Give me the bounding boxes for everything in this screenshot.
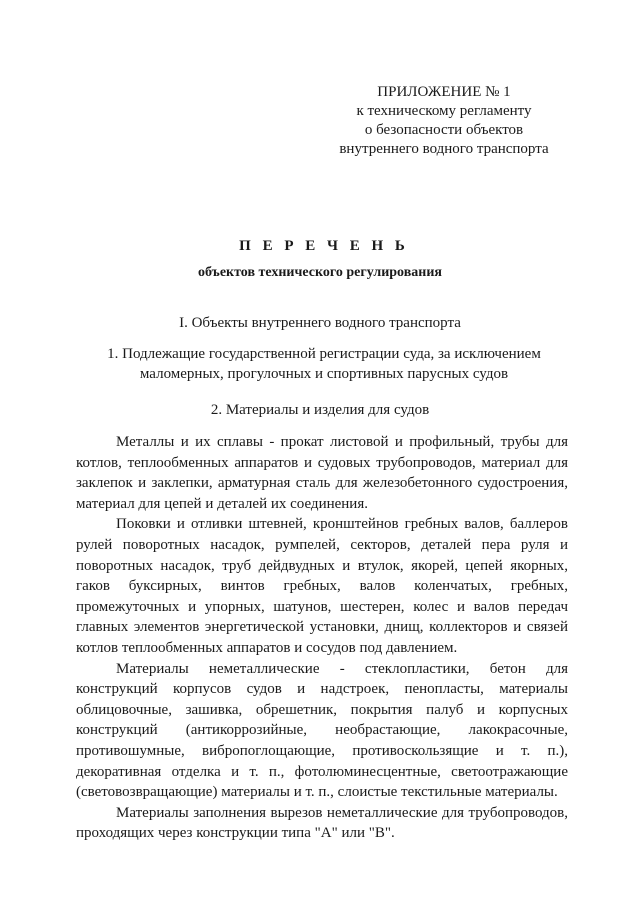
paragraph: Материалы неметаллические - стеклопластики, бетон для конструкций корпусов судов и надстроек, пенопласты, материалы облицовочные, зашивка, обрешетник, покрытия палуб и корпусных конструкций (антикоррозийные, необрастающие, лакокрасочные, противошумные, вибропоглощающие, противоскользящие и т. п.), декоративная отделка и т. п., фотолюминесцентные, светоотражающие (световозвращающие) материалы и т. п., слоистые текстильные материалы.	[76, 660, 568, 801]
appendix-reference-line: внутреннего водного транспорта	[339, 141, 549, 157]
paragraph: Металлы и их сплавы - прокат листовой и профильный, трубы для котлов, теплообменных аппаратов и судовых трубопроводов, материал для заклепок и заклепки, арматурная сталь для железобетонного судостроения, материал для цепей и деталей их соединения.	[76, 434, 568, 512]
appendix-reference-line: к техническому регламенту	[356, 103, 532, 119]
paragraph: Материалы заполнения вырезов неметаллические для трубопроводов, проходящих через конструкции типа "А" или "В".	[76, 804, 568, 842]
subsection-heading-1: 1. Подлежащие государственной регистрации суда, за исключением маломерных, прогулочных и спортивных парусных судов	[107, 346, 541, 382]
paragraph: Поковки и отливки штевней, кронштейнов гребных валов, баллеров рулей поворотных насадок, румпелей, секторов, деталей пера руля и поворотных насадок, труб дейдвудных и втулок, якорей, цепей якорных, гаков буксирных, винтов гребных, валов коленчатых, гребных, промежуточных и упорных, шатунов, шестерен, колес и валов передач главных элементов энергетической установки, днищ, коллекторов и связей котлов теплообменных аппаратов и сосудов под давлением.	[76, 516, 568, 656]
appendix-header	[330, 83, 558, 159]
appendix-reference-line: о безопасности объектов	[364, 122, 524, 138]
section-heading: I. Объекты внутреннего водного транспорта	[179, 315, 461, 331]
document-subtitle: объектов технического регулирования	[198, 265, 442, 280]
body-text	[76, 432, 568, 844]
document-title: П Е Р Е Ч Е Н Ь	[239, 238, 409, 254]
subsection-heading-2: 2. Материалы и изделия для судов	[210, 402, 430, 418]
appendix-number: ПРИЛОЖЕНИЕ № 1	[377, 84, 511, 100]
